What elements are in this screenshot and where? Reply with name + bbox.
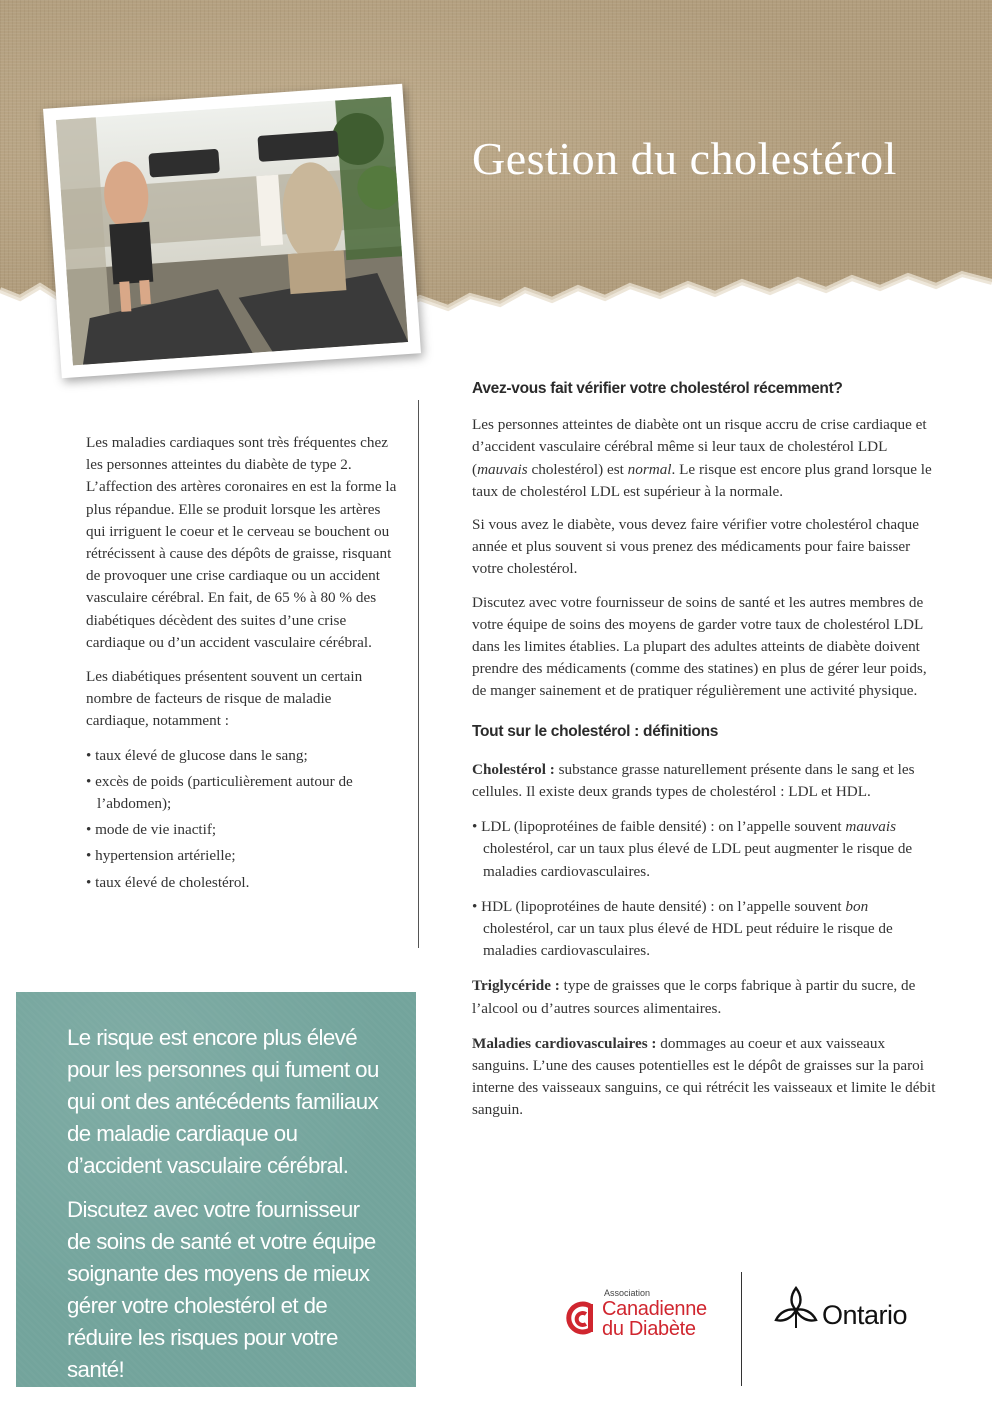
definition-term: Triglycéride : xyxy=(472,977,560,995)
check-paragraph-1 xyxy=(472,414,938,503)
definition-term: Maladies cardiovasculaires : xyxy=(472,1034,657,1052)
ontario-wordmark: Ontario xyxy=(822,1300,908,1330)
cda-name-line-1: Canadienne xyxy=(602,1298,707,1320)
diabetes-canada-logo xyxy=(564,1286,724,1346)
cda-association-label: Association xyxy=(604,1288,651,1298)
text-run: cholestérol, car un taux plus élevé de HDL peut réduire le risque de maladies cardiovasculaires. xyxy=(483,920,893,960)
definition-text: substance grasse naturellement présente dans le sang et les cellules. Il existe deux grands types de cholestérol : LDL et HDL. xyxy=(472,760,915,801)
callout-paragraph-1: Le risque est encore plus élevé pour les personnes qui fument ou qui ont des antécédents familiaux de maladie cardiaque ou d’accident vasculaire cérébral. xyxy=(67,1025,379,1178)
cda-name-line-2: du Diabète xyxy=(602,1318,696,1340)
treadmill-photo-icon xyxy=(56,97,408,366)
risk-factor-item: • hypertension artérielle; xyxy=(86,847,236,865)
definition-triglyceride xyxy=(472,975,938,1019)
logo-divider xyxy=(741,1272,742,1386)
risk-factor-item: • mode de vie inactif; xyxy=(86,821,217,839)
treadmill-photo xyxy=(43,84,421,378)
emphasis-text: mauvais xyxy=(845,818,896,836)
text-run: cholestérol) est xyxy=(527,460,628,478)
text-run: cholestérol, car un taux plus élevé de LDL peut augmenter le risque de maladies cardiovasculaires. xyxy=(483,840,913,880)
risk-factor-item: • excès de poids (particulièrement autour de l’abdomen); xyxy=(86,772,353,813)
trillium-icon xyxy=(772,1284,820,1332)
callout-paragraph-2: Discutez avec votre fournisseur de soins de santé et votre équipe soignante des moyens de mieux gérer votre cholestérol et de réduire les risques pour votre santé! xyxy=(67,1197,376,1382)
text-run: • HDL (lipoprotéines de haute densité) : on l’appelle souvent xyxy=(472,897,846,915)
check-paragraph-3: Discutez avec votre fournisseur de soins de santé et les autres membres de votre équipe de soins des moyens de garder votre taux de cholestérol LDL dans les limites établies. La plupart des adultes atteints de diabète doivent prendre des médicaments (comme des statines) en plus de gérer leur poids, de manger sainement et de pratiquer régulièrement une activité physique. xyxy=(472,593,927,700)
definition-cholesterol xyxy=(472,759,938,803)
page-title: Gestion du cholestérol xyxy=(472,133,897,184)
risk-factor-list xyxy=(86,745,398,894)
section-heading-check: Avez-vous fait vérifier votre cholestérol récemment? xyxy=(472,380,843,397)
risk-factor-item: • taux élevé de cholestérol. xyxy=(86,873,250,891)
section-heading-definitions: Tout sur le cholestérol : définitions xyxy=(472,722,719,740)
emphasis-text: normal xyxy=(627,460,672,478)
definition-text: type de graisses que le corps fabrique à partir du sucre, de l’alcool ou d’autres sources alimentaires. xyxy=(472,977,916,1017)
risk-callout-box xyxy=(16,992,416,1387)
risk-factor-item: • taux élevé de glucose dans le sang; xyxy=(86,746,308,764)
intro-paragraph-2: Les diabétiques présentent souvent un certain nombre de facteurs de risque de maladie cardiaque, notamment : xyxy=(86,668,363,730)
main-column xyxy=(472,378,938,1135)
definition-cardiovascular xyxy=(472,1033,938,1122)
text-run: . Le risque est encore plus grand lorsque le taux de cholestérol LDL est supérieur à la normale. xyxy=(472,460,932,500)
emphasis-text: mauvais xyxy=(477,460,528,478)
intro-paragraph-1: Les maladies cardiaques sont très fréquentes chez les personnes atteintes du diabète de type 2. L’affection des artères coronaires en est la forme la plus répandue. Elle se produit lorsque les artères qui irriguent le coeur et le cerveau se bouchent ou rétrécissent à cause des dépôts de graisse, risquant de provoquer une crise cardiaque ou un accident vasculaire cérébral. En fait, de 65 % à 80 % des diabétiques décèdent des suites d’une crise cardiaque ou d’un accident vasculaire cérébral. xyxy=(86,434,397,651)
column-divider xyxy=(418,400,419,948)
check-paragraph-2: Si vous avez le diabète, vous devez faire vérifier votre cholestérol chaque année et plus souvent si vous prenez des médicaments pour faire baisser votre cholestérol. xyxy=(472,516,919,578)
definition-hdl xyxy=(472,896,938,963)
definition-text: dommages au coeur et aux vaisseaux sanguins. L’une des causes potentielles est le dépôt de graisses sur la paroi interne des vaisseaux sanguins, ce qui rétrécit les vaisseaux et limite le débit sanguin. xyxy=(472,1034,936,1119)
definition-term: Cholestérol : xyxy=(472,760,555,778)
text-run: Les personnes atteintes de diabète ont un risque accru de crise cardiaque et d’accident vasculaire cérébral même si leur taux de cholestérol LDL ( xyxy=(472,416,927,478)
ontario-logo xyxy=(772,1284,922,1344)
cda-logo-icon xyxy=(564,1300,598,1336)
text-run: • LDL (lipoprotéines de faible densité) : on l’appelle souvent xyxy=(472,818,846,836)
emphasis-text: bon xyxy=(845,897,869,915)
definition-ldl xyxy=(472,816,938,883)
intro-column xyxy=(86,432,398,898)
